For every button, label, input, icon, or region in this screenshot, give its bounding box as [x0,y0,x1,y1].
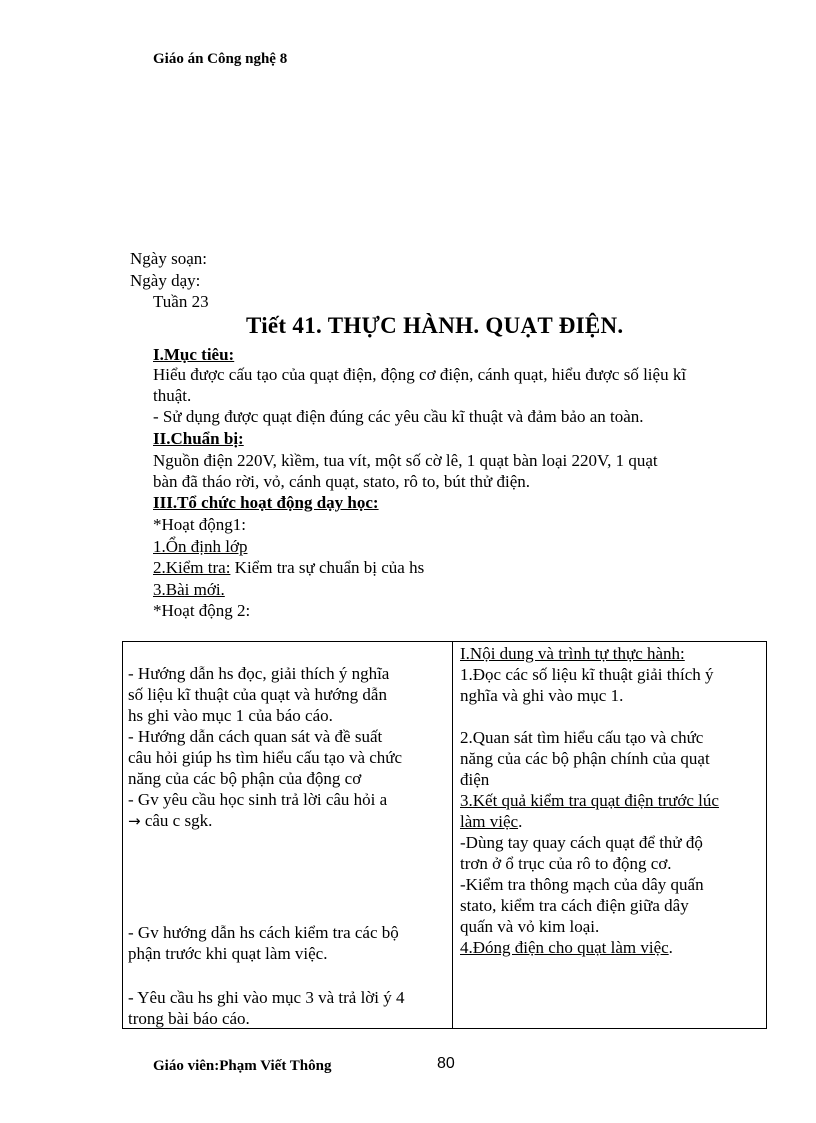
teacher-activity-report [128,987,450,1029]
arrow-icon: → [128,812,141,830]
section3-heading: III.Tổ chức hoạt động dạy học: [153,493,379,512]
section2-line: Nguồn điện 220V, kìềm, tua vít, một số cờ lê, 1 quạt bàn loại 220V, 1 quạt [153,451,658,470]
section2-line: bàn đã tháo rời, vỏ, cánh quạt, stato, rô to, bút thử điện. [153,472,531,491]
content-line: năng của các bộ phận chính của quạt [460,749,710,768]
content-line: -Dùng tay quay cách quạt để thử độ [460,833,703,852]
step-check-text: Kiểm tra sự chuẩn bị của hs [230,558,425,577]
content-heading: làm việc [460,812,519,831]
teacher-line: - Gv yêu cầu học sinh trả lời câu hỏi a [128,790,388,809]
teacher-line: số liệu kĩ thuật của quạt và hướng dẫn [128,685,387,704]
step-check [153,557,424,578]
teacher-line: năng của các bộ phận của động cơ [128,769,362,788]
content-heading: I.Nội dung và trình tự thực hành: [460,644,685,663]
content-line [460,811,765,832]
activity1-label: *Hoạt động1: [153,515,247,534]
teacher-line: - Gv hướng dẫn hs cách kiểm tra các bộ [128,923,399,942]
step-new-lesson: 3.Bài mới. [153,580,225,599]
section2-heading: II.Chuẩn bị: [153,429,244,448]
lesson-title: Tiết 41. THỰC HÀNH. QUẠT ĐIỆN. [246,313,624,338]
teacher-line: câu hỏi giúp hs tìm hiểu cấu tạo và chức [128,748,403,767]
content-line: quấn và vỏ kim loại. [460,917,600,936]
teacher-line: hs ghi vào mục 1 của báo cáo. [128,706,333,725]
teacher-activity-check [128,922,450,964]
week: Tuần 23 [153,292,209,311]
content-line [460,937,765,958]
activity2-label: *Hoạt động 2: [153,601,251,620]
step-check-label: 2.Kiểm tra: [153,558,231,577]
page-number: 80 [437,1055,455,1072]
content-line: trơn ở ổ trục của rô to động cơ. [460,854,672,873]
section1-heading: I.Mục tiêu: [153,345,235,364]
content-line: 2.Quan sát tìm hiểu cấu tạo và chức [460,728,704,747]
content-line: nghĩa và ghi vào mục 1. [460,686,624,705]
content-heading: 3.Kết quả kiểm tra quạt điện trước lúc [460,791,719,810]
teacher-line: - Hướng dẫn hs đọc, giải thích ý nghĩa [128,664,390,683]
content-line: điện [460,770,490,789]
teacher-line: phận trước khi quạt làm việc. [128,944,328,963]
document-header: Giáo án Công nghệ 8 [153,51,288,67]
teacher-name: Giáo viên:Phạm Viết Thông [153,1058,332,1074]
content-punct: . [518,812,523,831]
content-line: stato, kiểm tra cách điện giữa dây [460,896,689,915]
content-line: -Kiểm tra thông mạch của dây quấn [460,875,704,894]
table-column-divider [452,641,453,1029]
teacher-activity-column [128,663,450,832]
content-column [460,643,765,958]
step-stabilize-class: 1.Ổn định lớp [153,537,248,556]
section1-line: Hiểu được cấu tạo của quạt điện, động cơ điện, cánh quạt, hiểu được số liệu kĩ [153,365,687,384]
content-line: 1.Đọc các số liệu kĩ thuật giải thích ý [460,665,714,684]
section1-line: - Sử dụng được quạt điện đúng các yêu cầu kĩ thuật và đảm bảo an toàn. [153,407,644,426]
prep-date: Ngày soạn: [130,249,207,268]
teacher-line: - Yêu cầu hs ghi vào mục 3 và trả lời ý 4 [128,988,405,1007]
teach-date: Ngày dạy: [130,271,201,290]
teacher-line: - Hướng dẫn cách quan sát và đề suất [128,727,383,746]
teacher-line-text: câu c sgk. [140,811,213,830]
section1-line: thuật. [153,386,192,405]
teacher-line: trong bài báo cáo. [128,1009,250,1028]
content-punct: . [668,938,673,957]
content-heading: 4.Đóng điện cho quạt làm việc [460,938,669,957]
teacher-line [128,810,450,832]
